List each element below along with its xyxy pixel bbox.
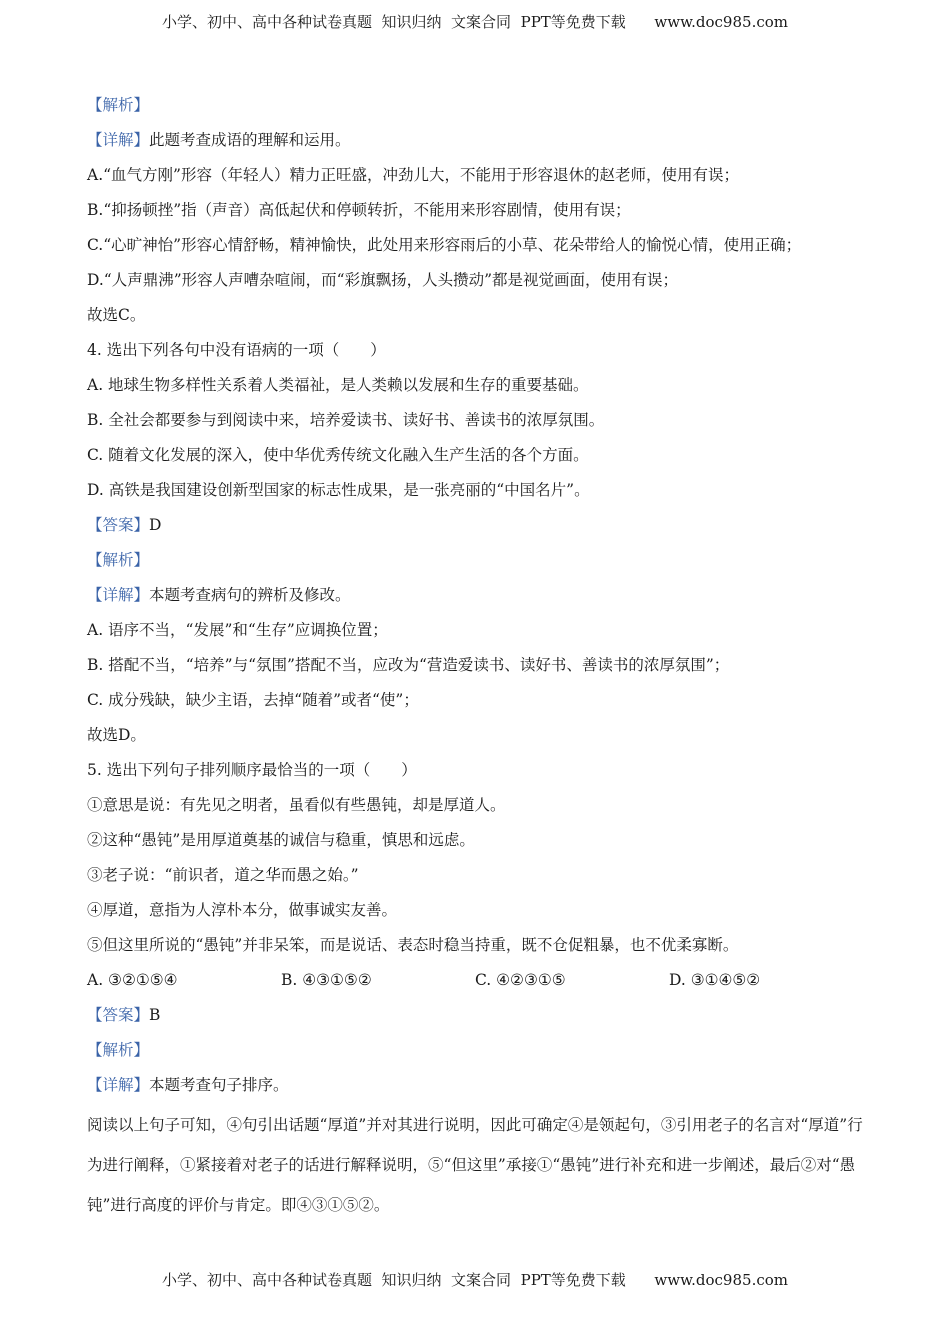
q3-explain-c: C.“心旷神怡”形容心情舒畅，精神愉快，此处用来形容雨后的小草、花朵带给人的愉悦心情，使用正确； — [87, 236, 802, 254]
q5-option-a: A. ③②①⑤④ — [87, 971, 178, 989]
page-header: 小学、初中、高中各种试卷真题 知识归纳 文案合同 PPT等免费下载 www.doc985.com — [161, 13, 788, 31]
q5-sentence-4: ④厚道，意指为人淳朴本分，做事诚实友善。 — [87, 901, 398, 919]
document-body — [87, 88, 877, 1225]
q5-detail — [87, 1068, 877, 1103]
detail-label: 【详解】 — [87, 131, 150, 149]
detail-label: 【详解】 — [87, 586, 150, 604]
q5-answer — [87, 998, 877, 1033]
q4-conclusion: 故选D。 — [87, 726, 146, 744]
q5-option-d: D. ③①④⑤② — [669, 971, 761, 989]
q5-sentence-5: ⑤但这里所说的“愚钝”并非呆笨，而是说话、表态时稳当持重，既不仓促粗暴，也不优柔寡断。 — [87, 936, 739, 954]
answer-label: 【答案】 — [87, 516, 150, 534]
q5-stem: 5. 选出下列句子排列顺序最恰当的一项（ ） — [87, 761, 417, 779]
q4-analysis-label: 【解析】 — [87, 551, 150, 569]
q4-answer — [87, 508, 877, 543]
q3-conclusion: 故选C。 — [87, 306, 146, 324]
q5-sentence-1: ①意思是说：有先见之明者，虽看似有些愚钝，却是厚道人。 — [87, 796, 506, 814]
q4-detail — [87, 578, 877, 613]
q5-detail-text: 本题考查句子排序。 — [149, 1076, 289, 1094]
q3-analysis-label: 【解析】 — [87, 96, 150, 114]
q5-sentence-3: ③老子说：“前识者，道之华而愚之始。” — [87, 866, 359, 884]
q5-answer-value: B — [149, 1006, 161, 1024]
q4-explain-b: B. 搭配不当，“培养”与“氛围”搭配不当，应改为“营造爱读书、读好书、善读书的浓厚氛围”； — [87, 656, 730, 674]
q4-option-d: D. 高铁是我国建设创新型国家的标志性成果，是一张亮丽的“中国名片”。 — [87, 481, 590, 499]
q5-options — [87, 963, 877, 998]
q5-option-b: B. ④③①⑤② — [281, 971, 372, 989]
answer-label: 【答案】 — [87, 1006, 150, 1024]
q5-analysis-label: 【解析】 — [87, 1041, 150, 1059]
q5-explanation: 阅读以上句子可知，④句引出话题“厚道”并对其进行说明，因此可确定④是领起句，③引用老子的名言对“厚道”行为进行阐释，①紧接着对老子的话进行解释说明，⑤“但这里”承接①“愚钝”进行补充和进一步阐述，最后②对“愚钝”进行高度的评价与肯定。即④③①⑤②。 — [87, 1116, 863, 1214]
q4-option-b: B. 全社会都要参与到阅读中来，培养爱读书、读好书、善读书的浓厚氛围。 — [87, 411, 605, 429]
q4-option-c: C. 随着文化发展的深入，使中华优秀传统文化融入生产生活的各个方面。 — [87, 446, 589, 464]
q5-sentence-2: ②这种“愚钝”是用厚道奠基的诚信与稳重，慎思和远虑。 — [87, 831, 475, 849]
q4-detail-text: 本题考查病句的辨析及修改。 — [149, 586, 351, 604]
q4-option-a: A. 地球生物多样性关系着人类福祉，是人类赖以发展和生存的重要基础。 — [87, 376, 589, 394]
q3-explain-b: B.“抑扬顿挫”指（声音）高低起伏和停顿转折，不能用来形容剧情，使用有误； — [87, 201, 631, 219]
q3-detail-text: 此题考查成语的理解和运用。 — [149, 131, 351, 149]
detail-label: 【详解】 — [87, 1076, 150, 1094]
q4-stem: 4. 选出下列各句中没有语病的一项（ ） — [87, 341, 386, 359]
q4-explain-c: C. 成分残缺，缺少主语，去掉“随着”或者“使”； — [87, 691, 419, 709]
q3-detail — [87, 123, 877, 158]
q4-answer-value: D — [149, 516, 162, 534]
q3-explain-d: D.“人声鼎沸”形容人声嘈杂喧闹，而“彩旗飘扬，人头攒动”都是视觉画面，使用有误； — [87, 271, 679, 289]
q3-explain-a: A.“血气方刚”形容（年轻人）精力正旺盛，冲劲儿大，不能用于形容退休的赵老师，使用有误； — [87, 166, 739, 184]
page-footer: 小学、初中、高中各种试卷真题 知识归纳 文案合同 PPT等免费下载 www.doc985.com — [161, 1271, 788, 1289]
q5-option-c: C. ④②③①⑤ — [475, 971, 566, 989]
q4-explain-a: A. 语序不当，“发展”和“生存”应调换位置； — [87, 621, 388, 639]
